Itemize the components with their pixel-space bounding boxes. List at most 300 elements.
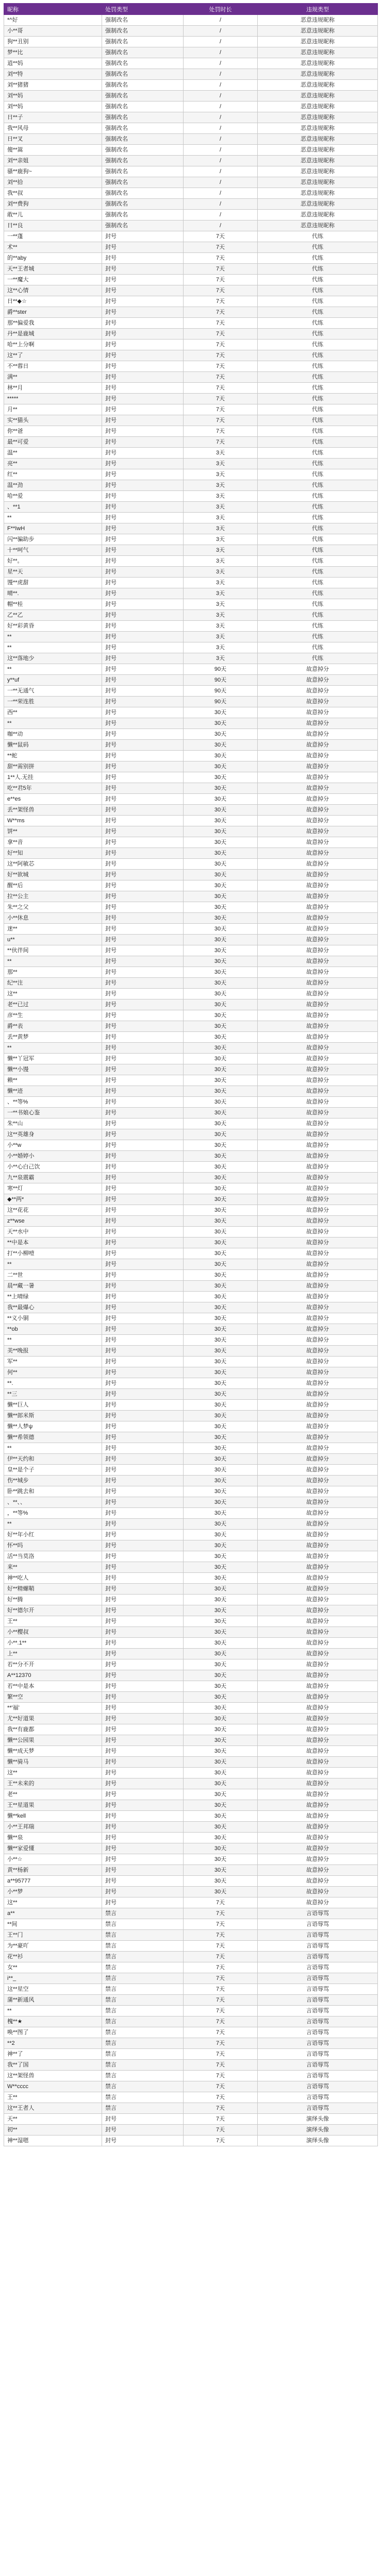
cell-penalty-duration: 30天 xyxy=(184,740,258,751)
cell-penalty-type: 强制改名 xyxy=(102,37,184,47)
cell-penalty-type: 封号 xyxy=(102,945,184,956)
cell-nickname: 这**王者人 xyxy=(4,2103,102,2114)
cell-penalty-duration: 30天 xyxy=(184,989,258,999)
cell-penalty-type: 强制改名 xyxy=(102,58,184,69)
cell-penalty-type: 封号 xyxy=(102,578,184,588)
cell-nickname: 神**了 xyxy=(4,2049,102,2060)
cell-nickname: 好**欲城 xyxy=(4,870,102,880)
cell-violation-type: 故意掉分 xyxy=(258,1573,378,1584)
cell-violation-type: 故意掉分 xyxy=(258,837,378,848)
table-row xyxy=(4,188,378,199)
cell-penalty-type: 封号 xyxy=(102,242,184,253)
table-row xyxy=(4,1854,378,1865)
cell-penalty-duration: 30天 xyxy=(184,1151,258,1162)
cell-penalty-duration: 7天 xyxy=(184,1962,258,1973)
cell-violation-type: 代练 xyxy=(258,567,378,578)
cell-penalty-duration: 30天 xyxy=(184,1259,258,1270)
cell-violation-type: 故意掉分 xyxy=(258,1313,378,1324)
cell-nickname: 这**了 xyxy=(4,350,102,361)
cell-penalty-type: 封号 xyxy=(102,686,184,697)
table-row xyxy=(4,935,378,945)
cell-nickname: ** xyxy=(4,664,102,675)
table-row xyxy=(4,1086,378,1097)
cell-violation-type: 故意掉分 xyxy=(258,1378,378,1389)
cell-nickname: 温**劲 xyxy=(4,480,102,491)
cell-penalty-duration: / xyxy=(184,101,258,112)
cell-nickname: 纪**注 xyxy=(4,978,102,989)
table-row xyxy=(4,166,378,177)
cell-penalty-duration: 30天 xyxy=(184,826,258,837)
table-row xyxy=(4,729,378,740)
cell-penalty-duration: 30天 xyxy=(184,1659,258,1670)
cell-violation-type: 故意掉分 xyxy=(258,1519,378,1530)
cell-violation-type: 恶意违规昵称 xyxy=(258,101,378,112)
cell-penalty-duration: 30天 xyxy=(184,1367,258,1378)
cell-penalty-duration: 30天 xyxy=(184,1302,258,1313)
table-row xyxy=(4,1670,378,1681)
cell-nickname: 晴**. xyxy=(4,588,102,599)
cell-violation-type: 故意掉分 xyxy=(258,1400,378,1411)
cell-nickname: 这**英雄身 xyxy=(4,1129,102,1140)
cell-penalty-type: 封号 xyxy=(102,989,184,999)
cell-penalty-type: 封号 xyxy=(102,588,184,599)
cell-violation-type: 故意掉分 xyxy=(258,1465,378,1476)
table-row xyxy=(4,26,378,37)
cell-nickname: 伊**天约和 xyxy=(4,1454,102,1465)
table-row xyxy=(4,480,378,491)
cell-penalty-type: 封号 xyxy=(102,1313,184,1324)
cell-penalty-duration: 30天 xyxy=(184,1238,258,1248)
cell-violation-type: 故意掉分 xyxy=(258,1032,378,1043)
cell-penalty-type: 封号 xyxy=(102,491,184,502)
table-row xyxy=(4,502,378,513)
cell-penalty-duration: 30天 xyxy=(184,1724,258,1735)
cell-nickname: 好**。 xyxy=(4,556,102,567)
cell-penalty-type: 封号 xyxy=(102,1897,184,1908)
table-row xyxy=(4,47,378,58)
cell-penalty-type: 封号 xyxy=(102,340,184,350)
table-row xyxy=(4,1227,378,1238)
cell-penalty-type: 封号 xyxy=(102,967,184,978)
cell-penalty-duration: 30天 xyxy=(184,1389,258,1400)
cell-penalty-duration: 30天 xyxy=(184,924,258,935)
cell-violation-type: 代练 xyxy=(258,350,378,361)
table-row xyxy=(4,761,378,772)
cell-violation-type: 故意掉分 xyxy=(258,848,378,859)
table-row xyxy=(4,2136,378,2146)
cell-nickname: 赖** xyxy=(4,1075,102,1086)
cell-penalty-duration: 3天 xyxy=(184,653,258,664)
table-row xyxy=(4,1118,378,1129)
table-row xyxy=(4,1843,378,1854)
cell-violation-type: 故意掉分 xyxy=(258,1389,378,1400)
cell-penalty-type: 强制改名 xyxy=(102,47,184,58)
cell-penalty-type: 封号 xyxy=(102,426,184,437)
cell-violation-type: 故意掉分 xyxy=(258,1605,378,1616)
cell-violation-type: 故意掉分 xyxy=(258,1075,378,1086)
cell-penalty-type: 封号 xyxy=(102,761,184,772)
cell-nickname: 饼** xyxy=(4,826,102,837)
table-row xyxy=(4,999,378,1010)
cell-violation-type: 恶意违规昵称 xyxy=(258,58,378,69)
table-row xyxy=(4,469,378,480)
table-row xyxy=(4,1508,378,1519)
cell-nickname: 朱**山 xyxy=(4,1118,102,1129)
cell-penalty-duration: / xyxy=(184,177,258,188)
cell-nickname: 懒**kell xyxy=(4,1811,102,1822)
cell-nickname: *^好 xyxy=(4,15,102,26)
table-row xyxy=(4,2027,378,2038)
cell-penalty-duration: 30天 xyxy=(184,956,258,967)
cell-penalty-duration: 30天 xyxy=(184,1714,258,1724)
table-row xyxy=(4,978,378,989)
cell-violation-type: 故意掉分 xyxy=(258,1205,378,1216)
cell-penalty-duration: 30天 xyxy=(184,1540,258,1551)
cell-violation-type: 代练 xyxy=(258,469,378,480)
cell-violation-type: 恶意违规昵称 xyxy=(258,26,378,37)
cell-penalty-type: 封号 xyxy=(102,1151,184,1162)
cell-penalty-type: 封号 xyxy=(102,697,184,707)
cell-penalty-type: 封号 xyxy=(102,913,184,924)
cell-nickname: 彦**生 xyxy=(4,1010,102,1021)
cell-penalty-type: 封号 xyxy=(102,1443,184,1454)
cell-nickname: 吃**君5年 xyxy=(4,783,102,794)
cell-violation-type: 恶意违规昵称 xyxy=(258,145,378,156)
cell-violation-type: 故意掉分 xyxy=(258,1173,378,1183)
table-row xyxy=(4,415,378,426)
cell-penalty-duration: 7天 xyxy=(184,2092,258,2103)
cell-penalty-duration: 30天 xyxy=(184,1616,258,1627)
table-row xyxy=(4,1724,378,1735)
cell-violation-type: 代练 xyxy=(258,361,378,372)
cell-nickname: 这**星空 xyxy=(4,1984,102,1995)
cell-nickname: 林**月 xyxy=(4,383,102,394)
cell-violation-type: 言语辱骂 xyxy=(258,2027,378,2038)
cell-nickname: 刘**亲姐 xyxy=(4,156,102,166)
cell-penalty-duration: 30天 xyxy=(184,761,258,772)
cell-nickname: u** xyxy=(4,935,102,945)
cell-nickname: ** xyxy=(4,718,102,729)
cell-penalty-type: 封号 xyxy=(102,1324,184,1335)
cell-violation-type: 恶意违规昵称 xyxy=(258,80,378,91)
table-row xyxy=(4,945,378,956)
cell-violation-type: 故意掉分 xyxy=(258,870,378,880)
cell-penalty-type: 封号 xyxy=(102,469,184,480)
cell-violation-type: 故意掉分 xyxy=(258,675,378,686)
cell-nickname: 日**子 xyxy=(4,112,102,123)
cell-nickname: 这**落地少 xyxy=(4,653,102,664)
cell-penalty-type: 封号 xyxy=(102,502,184,513)
cell-penalty-type: 封号 xyxy=(102,1627,184,1638)
cell-penalty-duration: 30天 xyxy=(184,1194,258,1205)
cell-nickname: 刘**特 xyxy=(4,69,102,80)
cell-penalty-type: 封号 xyxy=(102,329,184,340)
cell-nickname: 懒**迹 xyxy=(4,1086,102,1097)
cell-violation-type: 故意掉分 xyxy=(258,945,378,956)
cell-penalty-type: 封号 xyxy=(102,1584,184,1595)
table-row xyxy=(4,231,378,242)
cell-penalty-duration: 7天 xyxy=(184,2027,258,2038)
cell-nickname: 刘**拾 xyxy=(4,177,102,188)
cell-penalty-duration: 30天 xyxy=(184,891,258,902)
table-row xyxy=(4,1367,378,1378)
cell-violation-type: 故意掉分 xyxy=(258,1627,378,1638)
cell-penalty-duration: 7天 xyxy=(184,275,258,285)
cell-penalty-type: 封号 xyxy=(102,318,184,329)
cell-nickname: 天** xyxy=(4,2114,102,2125)
cell-penalty-duration: 3天 xyxy=(184,523,258,534)
cell-violation-type: 言语辱骂 xyxy=(258,2103,378,2114)
table-row xyxy=(4,1400,378,1411)
cell-nickname: 闪**骗助步 xyxy=(4,534,102,545)
cell-penalty-duration: 30天 xyxy=(184,1097,258,1108)
cell-penalty-duration: 7天 xyxy=(184,1897,258,1908)
table-row xyxy=(4,967,378,978)
cell-penalty-duration: / xyxy=(184,58,258,69)
cell-penalty-duration: 30天 xyxy=(184,783,258,794)
cell-nickname: **上晴绿 xyxy=(4,1292,102,1302)
cell-penalty-duration: 3天 xyxy=(184,459,258,469)
table-row xyxy=(4,1497,378,1508)
table-row xyxy=(4,880,378,891)
cell-violation-type: 言语辱骂 xyxy=(258,1941,378,1952)
cell-violation-type: 故意掉分 xyxy=(258,761,378,772)
table-row xyxy=(4,112,378,123)
cell-violation-type: 故意掉分 xyxy=(258,664,378,675)
cell-nickname: 这** xyxy=(4,1768,102,1778)
cell-nickname: 老**已过 xyxy=(4,999,102,1010)
cell-penalty-duration: 7天 xyxy=(184,253,258,264)
table-row xyxy=(4,1562,378,1573)
table-row xyxy=(4,1540,378,1551)
table-row xyxy=(4,285,378,296)
table-row xyxy=(4,145,378,156)
cell-penalty-type: 封号 xyxy=(102,1714,184,1724)
table-row xyxy=(4,1324,378,1335)
cell-penalty-duration: 30天 xyxy=(184,1811,258,1822)
cell-penalty-duration: 30天 xyxy=(184,1010,258,1021)
cell-penalty-duration: / xyxy=(184,156,258,166)
cell-penalty-duration: 30天 xyxy=(184,1573,258,1584)
cell-penalty-type: 封号 xyxy=(102,1118,184,1129)
cell-penalty-duration: 30天 xyxy=(184,1054,258,1064)
table-row xyxy=(4,1021,378,1032)
cell-violation-type: 故意掉分 xyxy=(258,1800,378,1811)
cell-penalty-duration: / xyxy=(184,80,258,91)
table-row xyxy=(4,632,378,642)
cell-penalty-type: 封号 xyxy=(102,859,184,870)
cell-penalty-type: 封号 xyxy=(102,1595,184,1605)
cell-violation-type: 代练 xyxy=(258,513,378,523)
cell-nickname: ** xyxy=(4,2006,102,2016)
cell-penalty-duration: / xyxy=(184,112,258,123)
cell-violation-type: 故意掉分 xyxy=(258,816,378,826)
cell-violation-type: 故意掉分 xyxy=(258,783,378,794)
table-row xyxy=(4,1238,378,1248)
table-row xyxy=(4,1551,378,1562)
cell-penalty-type: 封号 xyxy=(102,1670,184,1681)
cell-nickname: 何** xyxy=(4,1367,102,1378)
cell-penalty-duration: 30天 xyxy=(184,1681,258,1692)
cell-violation-type: 故意掉分 xyxy=(258,1530,378,1540)
cell-penalty-duration: 7天 xyxy=(184,383,258,394)
cell-nickname: 这** xyxy=(4,1897,102,1908)
cell-penalty-duration: 30天 xyxy=(184,1876,258,1887)
cell-penalty-type: 强制改名 xyxy=(102,80,184,91)
penalty-table xyxy=(4,3,378,2146)
cell-violation-type: 言语辱骂 xyxy=(258,1930,378,1941)
cell-penalty-type: 封号 xyxy=(102,1227,184,1238)
cell-penalty-type: 封号 xyxy=(102,1216,184,1227)
cell-nickname: 小**樱叔 xyxy=(4,1627,102,1638)
cell-violation-type: 故意掉分 xyxy=(258,1367,378,1378)
table-row xyxy=(4,1692,378,1703)
cell-nickname: 爵**表 xyxy=(4,1021,102,1032)
cell-violation-type: 故意掉分 xyxy=(258,1421,378,1432)
cell-penalty-type: 封号 xyxy=(102,361,184,372)
cell-violation-type: 代练 xyxy=(258,642,378,653)
cell-nickname: 伤**城步 xyxy=(4,1476,102,1486)
table-row xyxy=(4,394,378,404)
cell-nickname: 老** xyxy=(4,1789,102,1800)
cell-nickname: 我**最爆心 xyxy=(4,1302,102,1313)
cell-penalty-type: 封号 xyxy=(102,837,184,848)
cell-penalty-duration: 7天 xyxy=(184,2006,258,2016)
cell-nickname: 爵**ster xyxy=(4,307,102,318)
table-row xyxy=(4,1995,378,2006)
table-row xyxy=(4,69,378,80)
cell-penalty-duration: 3天 xyxy=(184,469,258,480)
cell-violation-type: 恶意违规昵称 xyxy=(258,156,378,166)
table-row xyxy=(4,1573,378,1584)
cell-penalty-type: 封号 xyxy=(102,805,184,816)
cell-penalty-duration: 30天 xyxy=(184,1324,258,1335)
cell-nickname: 狗**丑别 xyxy=(4,37,102,47)
cell-nickname: 刘**妈 xyxy=(4,101,102,112)
cell-nickname: 梦**比 xyxy=(4,47,102,58)
cell-violation-type: 故意掉分 xyxy=(258,1811,378,1822)
cell-violation-type: 代练 xyxy=(258,599,378,610)
cell-violation-type: 故意掉分 xyxy=(258,1822,378,1833)
cell-penalty-type: 封号 xyxy=(102,1010,184,1021)
cell-penalty-type: 封号 xyxy=(102,459,184,469)
cell-nickname: a** xyxy=(4,1908,102,1919)
cell-nickname: 懒**郎米斯 xyxy=(4,1411,102,1421)
cell-penalty-type: 封号 xyxy=(102,1540,184,1551)
cell-penalty-duration: 30天 xyxy=(184,1703,258,1714)
cell-violation-type: 代练 xyxy=(258,534,378,545)
cell-violation-type: 故意掉分 xyxy=(258,989,378,999)
table-row xyxy=(4,296,378,307)
cell-violation-type: 代练 xyxy=(258,556,378,567)
table-row xyxy=(4,372,378,383)
cell-nickname: 月** xyxy=(4,404,102,415)
cell-penalty-type: 封号 xyxy=(102,1281,184,1292)
table-row xyxy=(4,1649,378,1659)
cell-penalty-type: 封号 xyxy=(102,1778,184,1789)
cell-penalty-type: 封号 xyxy=(102,1162,184,1173)
table-row xyxy=(4,1714,378,1724)
table-row xyxy=(4,1183,378,1194)
cell-penalty-type: 封号 xyxy=(102,285,184,296)
cell-nickname: 敢**儿 xyxy=(4,210,102,221)
cell-penalty-type: 封号 xyxy=(102,1508,184,1519)
cell-violation-type: 故意掉分 xyxy=(258,978,378,989)
cell-penalty-duration: 30天 xyxy=(184,816,258,826)
cell-penalty-type: 封号 xyxy=(102,1389,184,1400)
cell-violation-type: 故意掉分 xyxy=(258,902,378,913)
cell-penalty-duration: 7天 xyxy=(184,2136,258,2146)
cell-penalty-duration: 30天 xyxy=(184,1638,258,1649)
table-row xyxy=(4,275,378,285)
cell-penalty-type: 封号 xyxy=(102,1454,184,1465)
cell-violation-type: 故意掉分 xyxy=(258,1595,378,1605)
cell-penalty-duration: 3天 xyxy=(184,545,258,556)
cell-penalty-type: 封号 xyxy=(102,415,184,426)
cell-penalty-duration: 90天 xyxy=(184,686,258,697)
cell-penalty-type: 强制改名 xyxy=(102,199,184,210)
cell-violation-type: 恶意违规昵称 xyxy=(258,123,378,134)
cell-nickname: 丢**架怪兽 xyxy=(4,805,102,816)
cell-penalty-duration: 30天 xyxy=(184,880,258,891)
cell-penalty-type: 封号 xyxy=(102,870,184,880)
cell-penalty-duration: 3天 xyxy=(184,642,258,653)
cell-violation-type: 故意掉分 xyxy=(258,1064,378,1075)
cell-penalty-type: 封号 xyxy=(102,534,184,545)
cell-penalty-type: 封号 xyxy=(102,1270,184,1281)
cell-violation-type: 故意掉分 xyxy=(258,1454,378,1465)
cell-penalty-type: 封号 xyxy=(102,296,184,307)
cell-nickname: 上** xyxy=(4,1649,102,1659)
cell-violation-type: 代练 xyxy=(258,329,378,340)
cell-penalty-type: 封号 xyxy=(102,1032,184,1043)
cell-penalty-duration: 30天 xyxy=(184,902,258,913)
table-row xyxy=(4,459,378,469)
cell-violation-type: 代练 xyxy=(258,545,378,556)
table-row xyxy=(4,1010,378,1021)
cell-penalty-type: 封号 xyxy=(102,1649,184,1659)
table-row xyxy=(4,523,378,534)
cell-penalty-duration: 30天 xyxy=(184,751,258,761)
cell-violation-type: 故意掉分 xyxy=(258,1357,378,1367)
table-row xyxy=(4,1032,378,1043)
table-row xyxy=(4,599,378,610)
cell-penalty-type: 封号 xyxy=(102,307,184,318)
table-row xyxy=(4,2071,378,2081)
cell-violation-type: 故意掉分 xyxy=(258,1346,378,1357)
cell-nickname: 咖**动 xyxy=(4,729,102,740)
cell-violation-type: 故意掉分 xyxy=(258,805,378,816)
cell-violation-type: 故意掉分 xyxy=(258,935,378,945)
cell-violation-type: 故意掉分 xyxy=(258,1876,378,1887)
table-row xyxy=(4,1378,378,1389)
cell-penalty-type: 封号 xyxy=(102,1681,184,1692)
table-row xyxy=(4,1530,378,1540)
table-row xyxy=(4,1941,378,1952)
cell-penalty-duration: 7天 xyxy=(184,2038,258,2049)
cell-penalty-duration: / xyxy=(184,199,258,210)
cell-violation-type: 恶意违规昵称 xyxy=(258,112,378,123)
cell-violation-type: 故意掉分 xyxy=(258,1562,378,1573)
cell-penalty-type: 禁言 xyxy=(102,1919,184,1930)
cell-penalty-duration: / xyxy=(184,91,258,101)
cell-nickname: 骚**鹿狗~ xyxy=(4,166,102,177)
cell-penalty-duration: 7天 xyxy=(184,394,258,404)
cell-penalty-type: 封号 xyxy=(102,1129,184,1140)
cell-nickname: 不**蓉日 xyxy=(4,361,102,372)
table-row xyxy=(4,794,378,805)
table-row xyxy=(4,2092,378,2103)
